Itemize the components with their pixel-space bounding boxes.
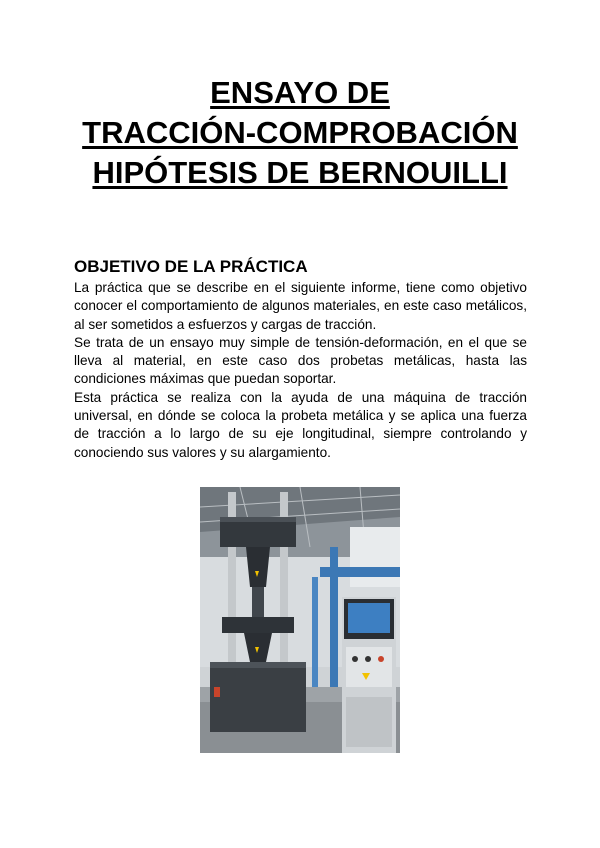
section-heading: OBJETIVO DE LA PRÁCTICA xyxy=(74,257,308,276)
title-line-2: TRACCIÓN-COMPROBACIÓN xyxy=(82,115,518,150)
paragraph-2: Se trata de un ensayo muy simple de tensión-deformación, en el que se lleva al material, en este caso dos probetas metálicas, hasta las condiciones máximas que puedan soportar. xyxy=(74,334,527,387)
title-line-3: HIPÓTESIS DE BERNOUILLI xyxy=(92,155,508,190)
paragraph-1: La práctica que se describe en el siguiente informe, tiene como objetivo conocer el comportamiento de algunos materiales, en este caso metálicos, al ser sometidos a esfuerzos y cargas de tracción. xyxy=(74,280,527,332)
tensile-testing-machine-photo xyxy=(200,487,400,753)
body-text xyxy=(74,279,527,462)
paragraph-3: Esta práctica se realiza con la ayuda de una máquina de tracción universal, en dónde se coloca la probeta metálica y se aplica una fuerza de tracción a lo largo de su eje longitudinal, siempre controlando y conociendo sus valores y su alargamiento. xyxy=(74,389,527,460)
title-line-1: ENSAYO DE xyxy=(210,75,390,110)
document-title xyxy=(40,73,560,193)
machine-illustration xyxy=(200,487,400,753)
